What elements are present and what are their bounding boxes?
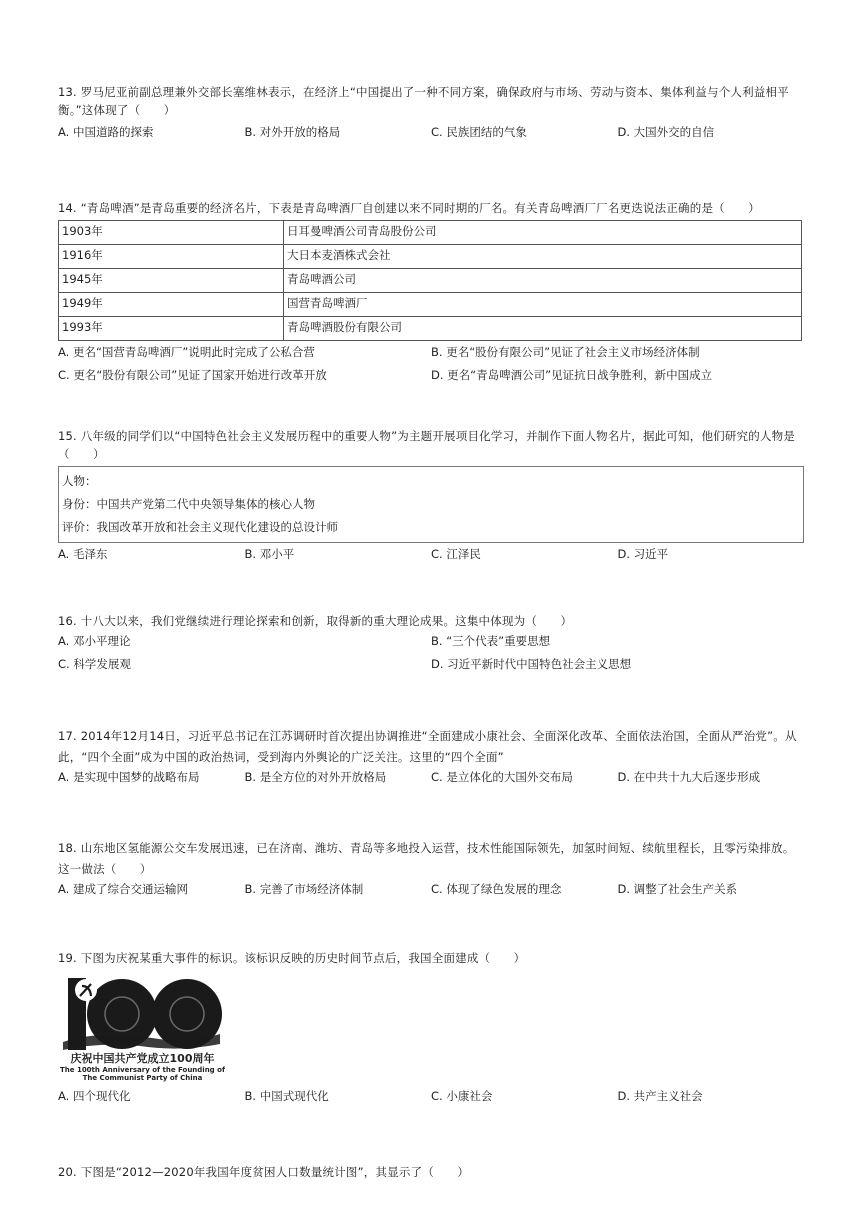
option-b[interactable]: B. 邓小平 [244,546,295,561]
option-b[interactable]: B. 更名“股份有限公司”见证了社会主义市场经济体制 [431,344,700,359]
option-a[interactable]: A. 毛泽东 [58,546,108,561]
question-19 [58,950,804,1106]
question-14-stem: 14. “青岛啤酒”是青岛重要的经济名片，下表是青岛啤酒厂自创建以来不同时期的厂名。有关青岛啤酒厂厂名更迭说法正确的是（ ） [58,201,760,215]
question-15 [58,428,804,563]
table-row [59,292,802,316]
table-row [59,268,802,292]
option-d[interactable]: D. 习近平 [617,546,669,561]
question-13 [58,84,804,141]
table-cell-name: 大日本麦酒株式会社 [284,244,802,268]
option-b[interactable]: B. 是全方位的对外开放格局 [244,770,387,785]
table-cell-year: 1945年 [59,268,284,292]
option-c[interactable]: C. 江泽民 [431,546,481,561]
factory-name-table [58,220,802,341]
logo-english-line-2: The Communist Party of China [82,1073,203,1082]
option-b[interactable]: B. 完善了市场经济体制 [244,882,364,897]
option-a[interactable]: A. 邓小平理论 [58,633,131,648]
centenary-100-graphic [60,972,225,1052]
option-a[interactable]: A. 是实现中国梦的战略布局 [58,770,200,785]
table-row [59,316,802,340]
option-a[interactable]: A. 四个现代化 [58,1089,131,1104]
option-d[interactable]: D. 在中共十九大后逐步形成 [617,770,761,785]
option-d[interactable]: D. 调整了社会生产关系 [617,882,738,897]
question-19-options [58,1088,804,1106]
card-line-person: 人物： [62,473,97,488]
question-14 [58,200,804,390]
question-16-options [58,633,804,679]
option-c[interactable]: C. 民族团结的气象 [431,124,527,139]
option-c[interactable]: C. 更名“股份有限公司”见证了国家开始进行改革开放 [58,367,327,382]
question-13-options [58,124,804,142]
table-cell-name: 青岛啤酒公司 [284,268,802,292]
question-16-stem: 16. 十八大以来，我们党继续进行理论探索和创新，取得新的重大理论成果。这集中体现为（ ） [58,614,573,628]
option-d[interactable]: D. 大国外交的自信 [617,124,715,139]
option-c[interactable]: C. 是立体化的大国外交布局 [431,770,573,785]
table-cell-name: 日耳曼啤酒公司青岛股份公司 [284,220,802,244]
question-20 [58,1164,804,1186]
question-20-stem: 20. 下图是“2012—2020年我国年度贫困人口数量统计图”，其显示了（ ） [58,1165,470,1179]
table-row [59,220,802,244]
table-row [59,244,802,268]
option-c[interactable]: C. 科学发展观 [58,656,131,671]
option-b[interactable]: B. “三个代表”重要思想 [431,633,551,648]
option-a[interactable]: A. 建成了综合交通运输网 [58,882,188,897]
question-18 [58,838,804,899]
option-a[interactable]: A. 中国道路的探索 [58,124,154,139]
table-cell-year: 1903年 [59,220,284,244]
question-13-stem: 13. 罗马尼亚前副总理兼外交部长塞维林表示，在经济上“中国提出了一种不同方案，确保政府与市场、劳动与资本、集体利益与个人利益相平衡。”这体现了（ ） [58,85,789,117]
logo-caption: 庆祝中国共产党成立100周年 [70,1051,215,1065]
option-d[interactable]: D. 习近平新时代中国特色社会主义思想 [431,656,632,671]
option-b[interactable]: B. 对外开放的格局 [244,124,341,139]
question-15-stem: 15. 八年级的同学们以“中国特色社会主义发展历程中的重要人物”为主题开展项目化学习，并制作下面人物名片，据此可知，他们研究的人物是（ ） [58,429,796,461]
table-cell-year: 1949年 [59,292,284,316]
person-card [58,466,804,543]
option-c[interactable]: C. 小康社会 [431,1089,493,1104]
option-c[interactable]: C. 体现了绿色发展的理念 [431,882,562,897]
question-17 [58,726,804,787]
option-b[interactable]: B. 中国式现代化 [244,1089,329,1104]
question-19-stem: 19. 下图为庆祝某重大事件的标识。该标识反映的历史时间节点后，我国全面建成（ ） [58,951,526,965]
card-line-evaluation: 评价：我国改革开放和社会主义现代化建设的总设计师 [62,519,338,534]
card-line-identity: 身份：中国共产党第二代中央领导集体的核心人物 [62,496,315,511]
option-a[interactable]: A. 更名“国营青岛啤酒厂”说明此时完成了公私合营 [58,344,315,359]
question-15-options [58,546,804,564]
option-d[interactable]: D. 更名“青岛啤酒公司”见证抗日战争胜利，新中国成立 [431,367,713,382]
question-18-options [58,881,804,899]
question-17-options [58,769,804,787]
option-d[interactable]: D. 共产主义社会 [617,1089,703,1104]
table-cell-year: 1916年 [59,244,284,268]
question-18-stem: 18. 山东地区氢能源公交车发展迅速，已在济南、潍坊、青岛等多地投入运营，技术性能国际领先，加氢时间短、续航里程长，且零污染排放。这一做法（ ） [58,841,795,876]
table-cell-name: 国营青岛啤酒厂 [284,292,802,316]
question-14-options [58,344,804,390]
question-16 [58,613,804,679]
table-cell-name: 青岛啤酒股份有限公司 [284,316,802,340]
table-cell-year: 1993年 [59,316,284,340]
logo-english-line-1: The 100th Anniversary of the Founding of [60,1065,225,1074]
centenary-logo [60,972,225,1083]
question-17-stem: 17. 2014年12月14日，习近平总书记在江苏调研时首次提出协调推进“全面建成小康社会、全面深化改革、全面依法治国，全面从严治党”。从此，“四个全面”成为中国的政治热词，受到海内外舆论的广泛关注。这里的“四个全面” [58,729,797,764]
